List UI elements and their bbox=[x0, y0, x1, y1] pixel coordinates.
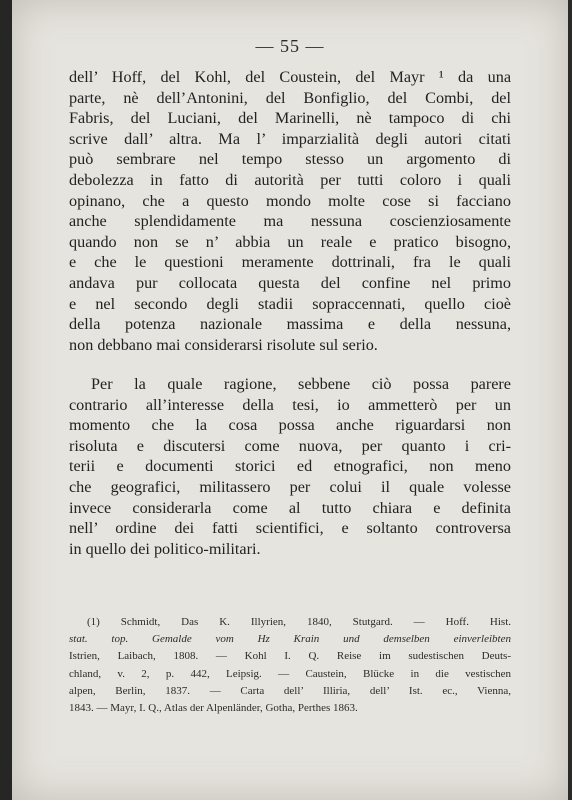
text-line: dell’ Hoff, del Kohl, del Coustein, del Mayr ¹ da una bbox=[69, 68, 511, 86]
footnote-line: Istrien, Laibach, 1808. — Kohl I. Q. Reise im sudestischen Deuts- bbox=[69, 650, 511, 663]
text-line: opinano, che a questo mondo molte cose si facciano bbox=[69, 191, 511, 210]
paragraph-2 bbox=[69, 374, 511, 559]
text-line: contrario all’interesse della tesi, io ammetterò per un bbox=[69, 395, 511, 414]
text-line: momento che la cosa possa anche riguardarsi non bbox=[69, 416, 511, 435]
text-line: invece considerarla come al tutto chiara e definita bbox=[69, 498, 511, 517]
footnote-line: 1843. — Mayr, I. Q., Atlas der Alpenländer, Gotha, Perthes 1863. bbox=[69, 701, 358, 714]
text-line: debolezza in fatto di autorità per tutti coloro i quali bbox=[69, 170, 511, 189]
scan-edge bbox=[0, 0, 12, 800]
text-line: può sembrare nel tempo stesso un argomento di bbox=[69, 150, 511, 169]
text-line: Fabris, del Luciani, del Marinelli, nè tampoco di chi bbox=[69, 109, 511, 128]
text-line: e che le questioni meramente dottrinali, fra le quali bbox=[69, 253, 511, 272]
text-line: della potenza nazionale massima e della nessuna, bbox=[69, 315, 511, 334]
page-number: — 55 — bbox=[255, 36, 325, 56]
paragraph-1 bbox=[69, 67, 511, 355]
text-line: che geografici, militassero per colui il quale volesse bbox=[69, 477, 511, 496]
text-line: anche splendidamente ma nessuna coscienziosamente bbox=[69, 212, 511, 231]
text-line: non debbano mai considerarsi risolute sul serio. bbox=[69, 335, 378, 354]
book-page bbox=[12, 0, 568, 800]
text-line: scrive dall’ altra. Ma l’ imparzialità degli autori citati bbox=[69, 129, 511, 148]
text-line: risoluta e discutersi come nuova, per quanto i cri- bbox=[69, 436, 511, 455]
text-line: Per la quale ragione, sebbene ciò possa parere bbox=[91, 375, 511, 393]
text-line: terii e documenti storici ed etnografici, non meno bbox=[69, 457, 511, 476]
text-line: andava pur collocata questa del confine nel primo bbox=[69, 273, 511, 292]
footnote-line: stat. top. Gemalde vom Hz Krain und demselben einverleibten bbox=[69, 633, 511, 646]
text-line: in quello dei politico-militari. bbox=[69, 539, 261, 558]
footnote-line: (1) Schmidt, Das K. Illyrien, 1840, Stutgard. — Hoff. Hist. bbox=[87, 616, 511, 628]
text-line: nell’ ordine dei fatti scientifici, e soltanto controversa bbox=[69, 519, 511, 538]
footnote-line: alpen, Berlin, 1837. — Carta dell’ Illiria, dell’ Ist. ec., Vienna, bbox=[69, 684, 511, 697]
text-line: e nel secondo degli stadii sopraccennati, quello cioè bbox=[69, 294, 511, 313]
footnote-line: chland, v. 2, p. 442, Leipsig. — Caustein, Blücke in die vestischen bbox=[69, 667, 511, 680]
footnote bbox=[69, 614, 511, 717]
text-line: parte, nè dell’Antonini, del Bonfiglio, del Combi, del bbox=[69, 88, 511, 107]
text-line: quando non se n’ abbia un reale e pratico bisogno, bbox=[69, 232, 511, 251]
